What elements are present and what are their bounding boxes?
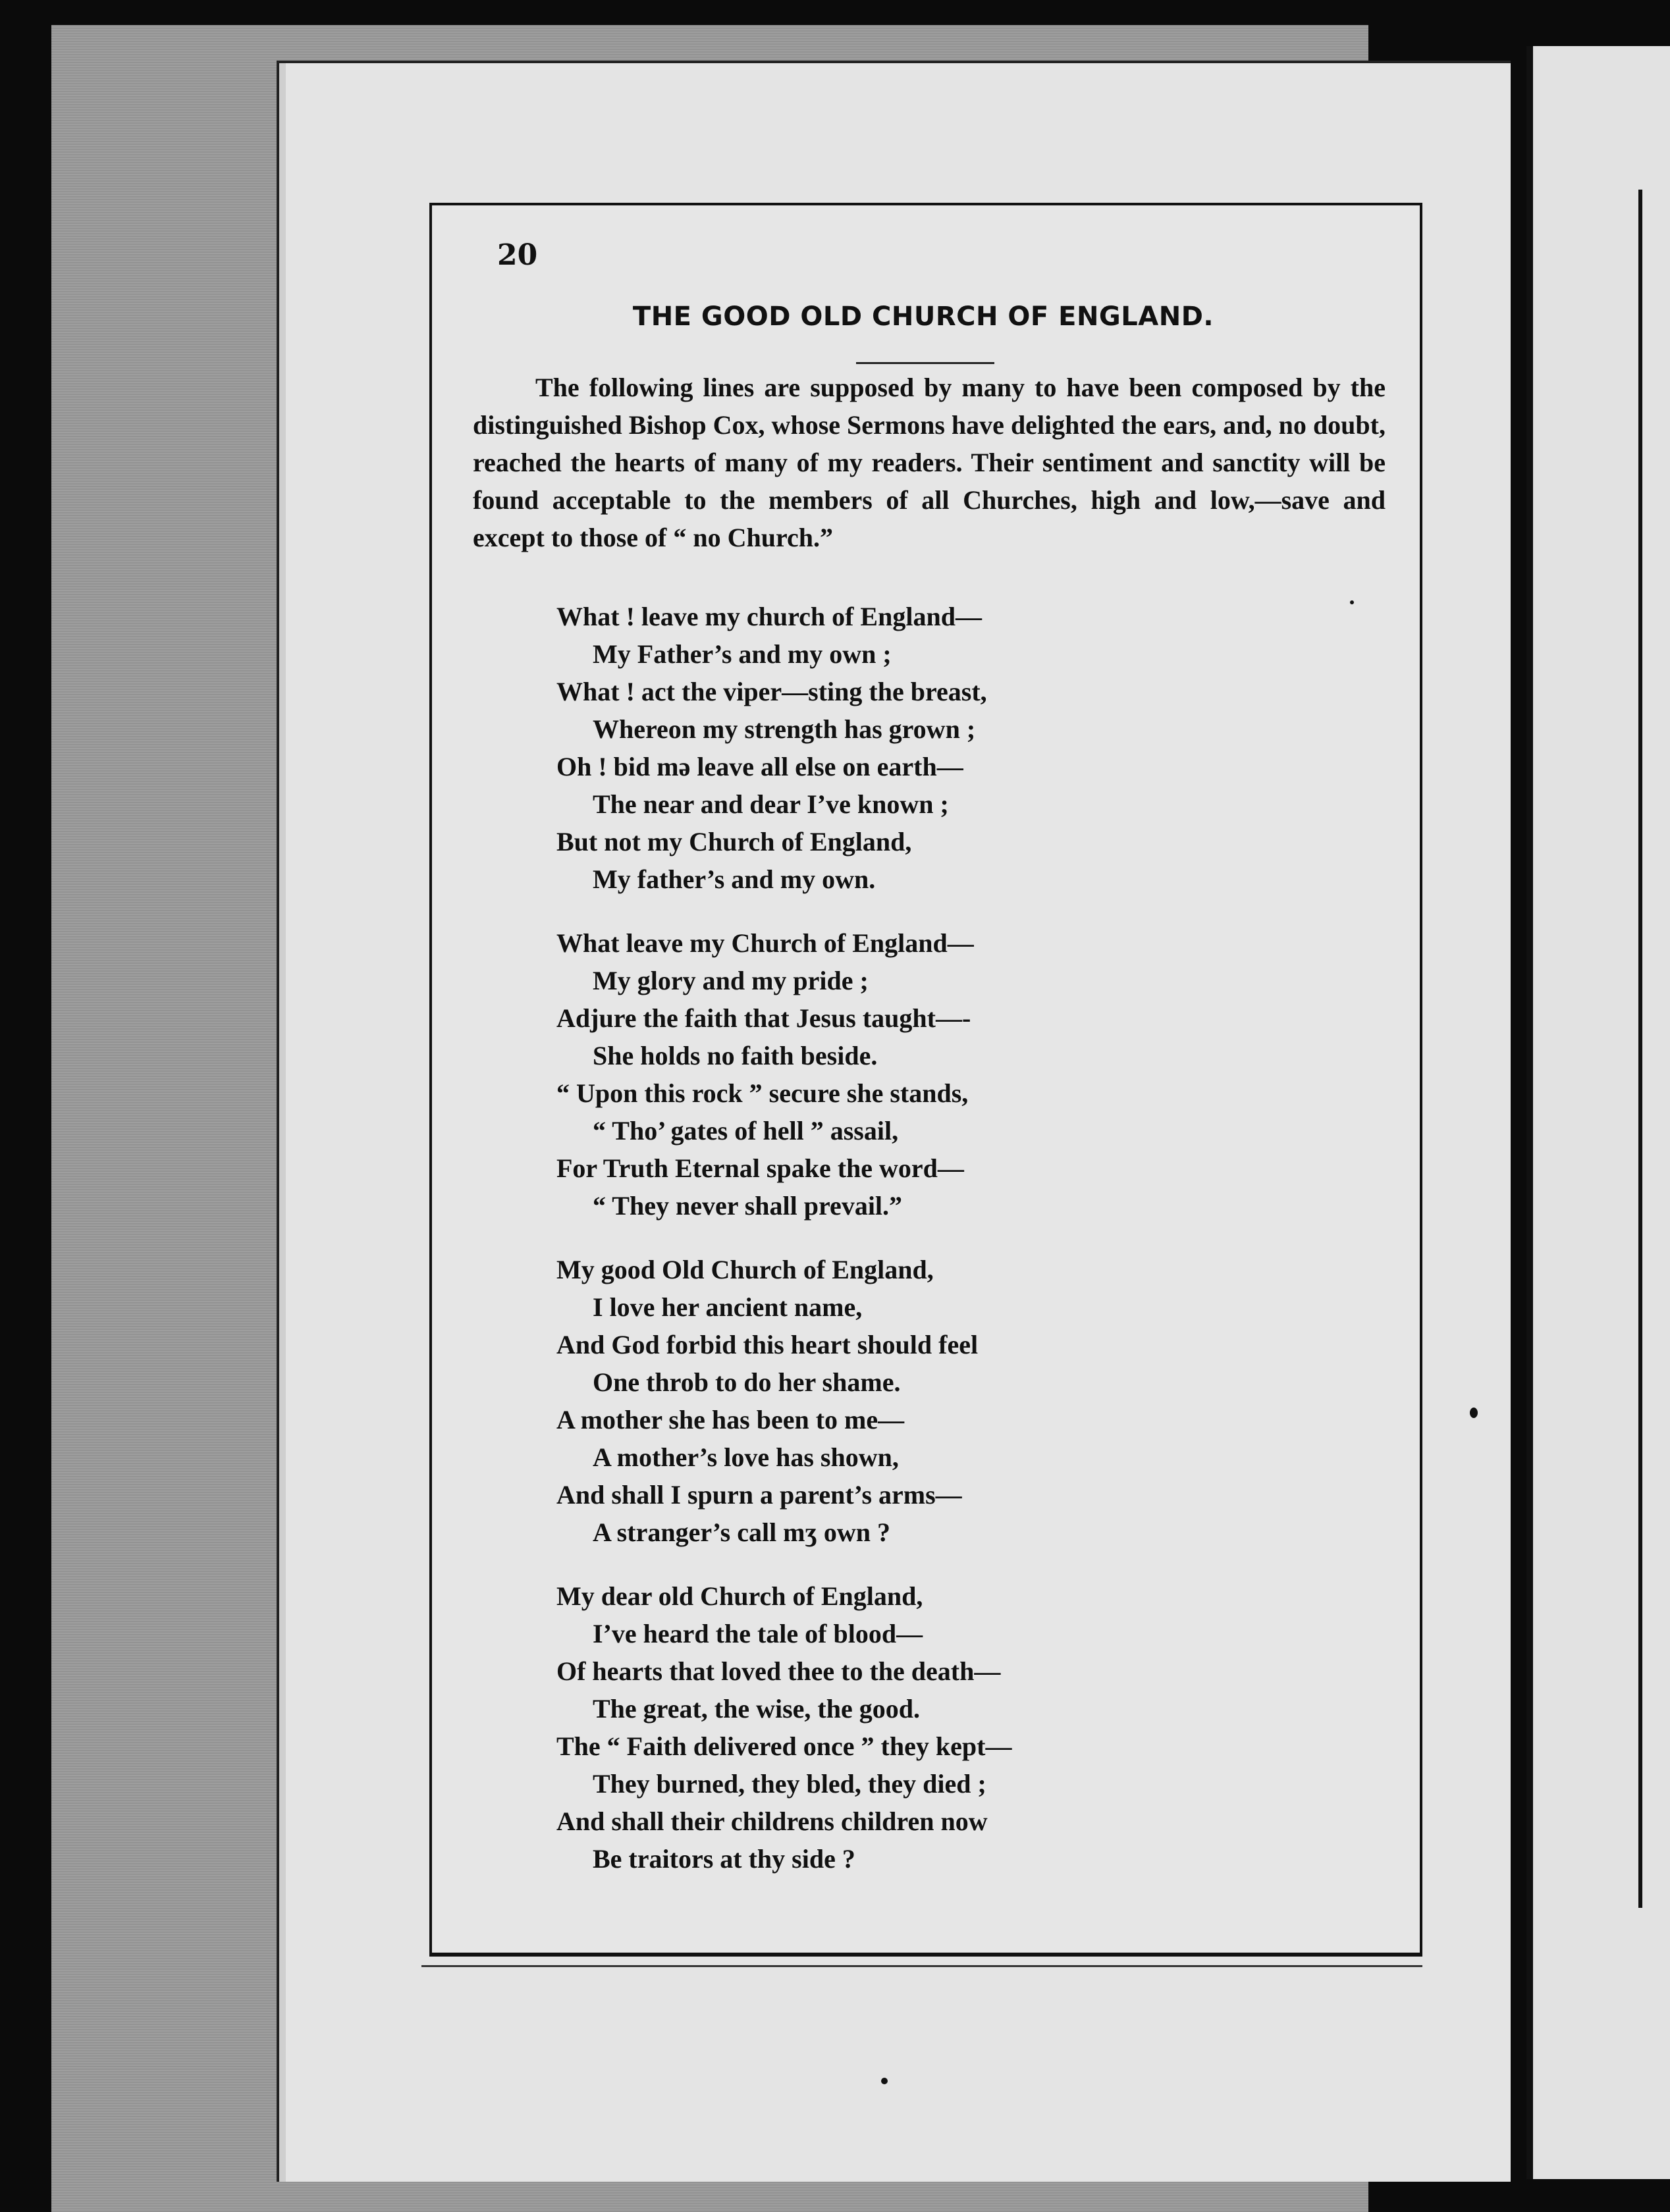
facing-page-rule [1638,190,1642,1908]
poem-line: My Father’s and my own ; [593,639,892,669]
poem-line: What leave my Church of England— [556,928,974,958]
poem-line: The “ Faith delivered once ” they kept— [556,1731,1012,1761]
ink-speck [1350,600,1354,604]
poem-line: And shall I spurn a parent’s arms— [556,1480,962,1510]
poem-line: “ They never shall prevail.” [593,1191,903,1221]
facing-page-edge [1526,46,1670,2179]
poem-line: And shall their childrens children now [556,1806,988,1836]
title-rule [856,362,994,364]
poem-line: A stranger’s call mʒ own ? [593,1517,890,1547]
stanza-3 [556,1251,1281,1551]
poem-line: I love her ancient name, [593,1292,863,1322]
ink-speck [1470,1408,1478,1418]
poem-line: “ Tho’ gates of hell ” assail, [593,1116,899,1146]
stanza-2 [556,924,1281,1224]
poem-line: She holds no faith beside. [593,1041,878,1070]
poem-line: Adjure the faith that Jesus taught—- [556,1003,971,1033]
poem-line: My glory and my pride ; [593,966,869,995]
poem-line: My good Old Church of England, [556,1255,934,1284]
poem-line: “ Upon this rock ” secure she stands, [556,1078,969,1108]
poem-line: What ! leave my church of England— [556,602,982,631]
poem-line: A mother’s love has shown, [593,1442,899,1472]
intro-text: The following lines are supposed by many to have been composed by the distinguished Bishop Cox, whose Sermons have delighted the ears, and, no doubt, reached the hearts of many of my readers. Their sentiment and sanctity will be found acceptable to the members of all Churches, high and low,—save and except to those of “ no Church.” [473,373,1386,552]
poem-line: What ! act the viper—sting the breast, [556,677,987,706]
poem-line: Whereon my strength has grown ; [593,714,976,744]
intro-paragraph [473,369,1386,556]
poem-line: But not my Church of England, [556,827,912,856]
poem-line: A mother she has been to me— [556,1405,905,1435]
poem [556,598,1281,1904]
poem-line: My father’s and my own. [593,864,876,894]
poem-line: For Truth Eternal spake the word— [556,1153,964,1183]
ink-speck [881,2078,888,2084]
poem-line: One throb to do her shame. [593,1367,901,1397]
stanza-4 [556,1577,1281,1878]
poem-line: Be traitors at thy side ? [593,1844,855,1874]
poem-line: And God forbid this heart should feel [556,1330,979,1359]
poem-line: Of hearts that loved thee to the death— [556,1656,1001,1686]
stanza-1 [556,598,1281,898]
poem-line: My dear old Church of England, [556,1581,923,1611]
poem-line: They burned, they bled, they died ; [593,1769,986,1799]
poem-line: The great, the wise, the good. [593,1694,920,1724]
poem-line: The near and dear I’ve known ; [593,789,949,819]
poem-line: Oh ! bid mə leave all else on earth— [556,752,963,781]
page-title: THE GOOD OLD CHURCH OF ENGLAND. [632,302,1214,332]
page-edge-line [421,1965,1422,1967]
poem-line: I’ve heard the tale of blood— [593,1619,923,1648]
page-number: 20 [497,238,538,272]
